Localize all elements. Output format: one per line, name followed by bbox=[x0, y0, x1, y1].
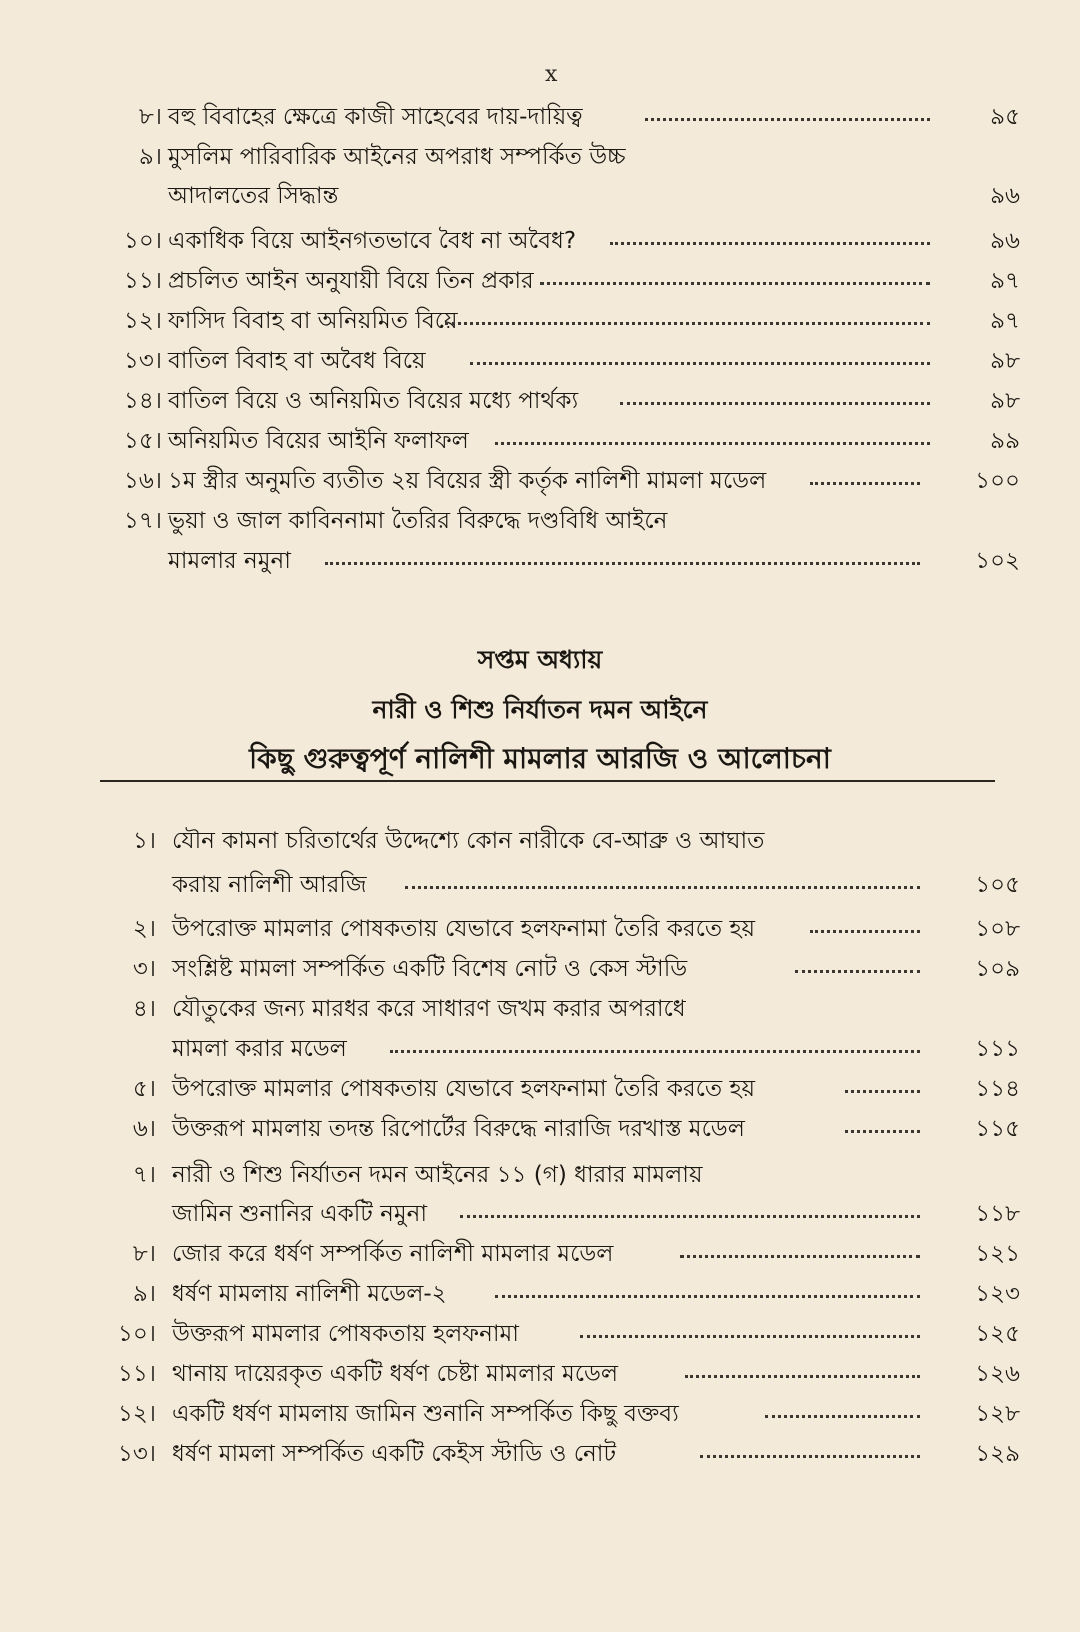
toc-entry: ১৫। অনিয়মিত বিয়ের আইনি ফলাফল ৯৯ bbox=[123, 428, 1020, 454]
chapter-title-line1: নারী ও শিশু নির্যাতন দমন আইনে bbox=[372, 695, 708, 724]
heading-rule bbox=[100, 780, 995, 782]
toc-entry: ১১। থানায় দায়েরকৃত একটি ধর্ষণ চেষ্টা মামলার মডেল ১২৬ bbox=[117, 1361, 1020, 1387]
toc-entry-continuation: জামিন শুনানির একটি নমুনা ১১৮ bbox=[172, 1201, 1020, 1227]
toc-entry: ১। যৌন কামনা চরিতার্থের উদ্দেশ্যে কোন নারীকে বে-আব্রু ও আঘাত bbox=[132, 828, 765, 854]
toc-entry: ৮। জোর করে ধর্ষণ সম্পর্কিত নালিশী মামলার মডেল ১২১ bbox=[132, 1241, 1020, 1267]
toc-entry: ৬। উক্তরূপ মামলায় তদন্ত রিপোর্টের বিরুদ্ধে নারাজি দরখাস্ত মডেল ১১৫ bbox=[132, 1116, 1020, 1142]
toc-entry: ৯। মুসলিম পারিবারিক আইনের অপরাধ সম্পর্কিত উচ্চ bbox=[138, 144, 626, 170]
toc-entry: ৭। নারী ও শিশু নির্যাতন দমন আইনের ১১ (গ) ধারার মামলায় bbox=[132, 1162, 703, 1188]
toc-entry: ১৩। ধর্ষণ মামলা সম্পর্কিত একটি কেইস স্টাডি ও নোট ১২৯ bbox=[117, 1441, 1020, 1467]
toc-entry: ১২। একটি ধর্ষণ মামলায় জামিন শুনানি সম্পর্কিত কিছু বক্তব্য ১২৮ bbox=[117, 1401, 1020, 1427]
toc-entry: ১০। একাধিক বিয়ে আইনগতভাবে বৈধ না অবৈধ? ৯৬ bbox=[123, 228, 1020, 254]
toc-entry: ১১। প্রচলিত আইন অনুযায়ী বিয়ে তিন প্রকার ৯৭ bbox=[123, 268, 1020, 294]
toc-entry: ১৪। বাতিল বিয়ে ও অনিয়মিত বিয়ের মধ্যে পার্থক্য ৯৮ bbox=[123, 388, 1020, 414]
toc-entry: ২। উপরোক্ত মামলার পোষকতায় যেভাবে হলফনামা তৈরি করতে হয় ১০৮ bbox=[132, 916, 1020, 942]
chapter-label: সপ্তম অধ্যায় bbox=[477, 645, 603, 674]
toc-entry-continuation: করায় নালিশী আরজি ১০৫ bbox=[172, 872, 1020, 898]
toc-entry: ৫। উপরোক্ত মামলার পোষকতায় যেভাবে হলফনামা তৈরি করতে হয় ১১৪ bbox=[132, 1076, 1020, 1102]
toc-entry: ৮। বহু বিবাহের ক্ষেত্রে কাজী সাহেবের দায়-দায়িত্ব ৯৫ bbox=[138, 104, 1020, 130]
toc-entry: ৩। সংশ্লিষ্ট মামলা সম্পর্কিত একটি বিশেষ নোট ও কেস স্টাডি ১০৯ bbox=[132, 956, 1020, 982]
toc-entry: ১৭। ভুয়া ও জাল কাবিননামা তৈরির বিরুদ্ধে দণ্ডবিধি আইনে bbox=[123, 508, 668, 534]
toc-entry: ১৩। বাতিল বিবাহ বা অবৈধ বিয়ে ৯৮ bbox=[123, 348, 1020, 374]
toc-entry: ১২। ফাসিদ বিবাহ বা অনিয়মিত বিয়ে ৯৭ bbox=[123, 308, 1020, 334]
toc-entry-continuation: আদালতের সিদ্ধান্ত ৯৬ bbox=[168, 183, 1020, 209]
chapter-title-line2: কিছু গুরুত্বপূর্ণ নালিশী মামলার আরজি ও আলোচনা bbox=[249, 742, 831, 775]
toc-entry: ১০। উক্তরূপ মামলার পোষকতায় হলফনামা ১২৫ bbox=[117, 1321, 1020, 1347]
toc-entry: ৪। যৌতুকের জন্য মারধর করে সাধারণ জখম করার অপরাধে bbox=[132, 996, 686, 1022]
page-number: x bbox=[545, 62, 558, 87]
toc-entry: ১৬। ১ম স্ত্রীর অনুমতি ব্যতীত ২য় বিয়ের স্ত্রী কর্তৃক নালিশী মামলা মডেল ১০০ bbox=[123, 468, 1020, 494]
toc-entry: ৯। ধর্ষণ মামলায় নালিশী মডেল-২ ১২৩ bbox=[132, 1281, 1020, 1307]
toc-entry-continuation: মামলা করার মডেল ১১১ bbox=[172, 1036, 1020, 1062]
toc-entry-continuation: মামলার নমুনা ১০২ bbox=[168, 548, 1020, 574]
